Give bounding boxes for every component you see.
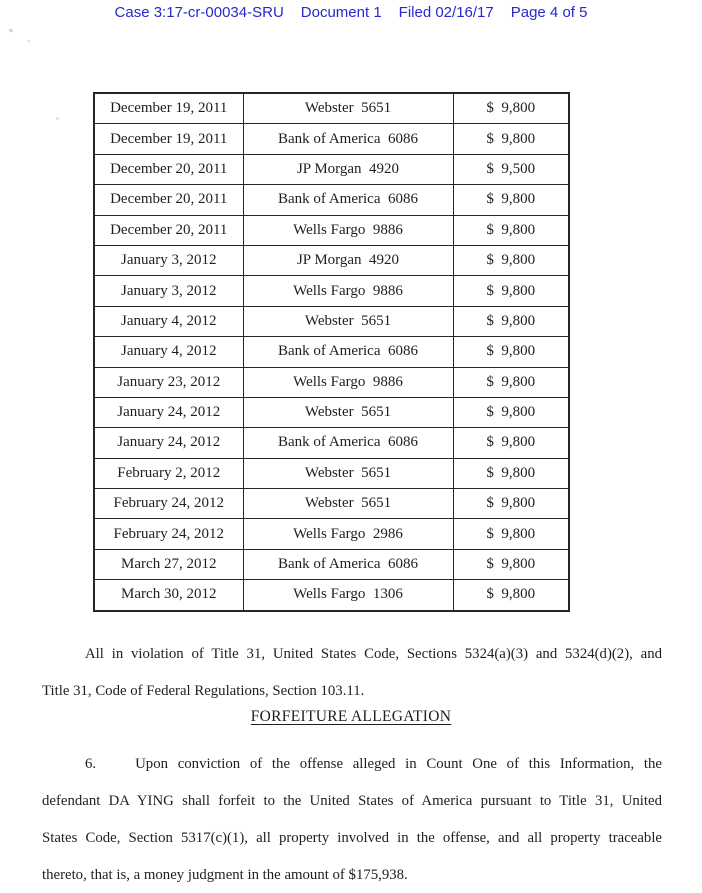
table-row bbox=[94, 124, 569, 154]
bank-cell: Bank of America 6086 bbox=[243, 124, 453, 154]
table-row bbox=[94, 580, 569, 611]
table-row bbox=[94, 185, 569, 215]
date-cell: February 24, 2012 bbox=[94, 489, 243, 519]
scan-artifact bbox=[56, 117, 59, 120]
bank-cell: Webster 5651 bbox=[243, 93, 453, 124]
table-row bbox=[94, 245, 569, 275]
forfeiture-line: thereto, that is, a money judgment in the amount of $175,938. bbox=[42, 867, 408, 883]
date-cell: January 3, 2012 bbox=[94, 276, 243, 306]
date-cell: December 20, 2011 bbox=[94, 154, 243, 184]
bank-cell: Bank of America 6086 bbox=[243, 549, 453, 579]
table-row bbox=[94, 276, 569, 306]
table-row bbox=[94, 154, 569, 184]
table-row bbox=[94, 519, 569, 549]
violation-line: Title 31, Code of Federal Regulations, Section 103.11. bbox=[42, 683, 365, 699]
forfeiture-line: States Code, Section 5317(c)(1), all property involved in the offense, and all property traceable bbox=[42, 830, 662, 846]
case-number: Case 3:17-cr-00034-SRU bbox=[114, 4, 284, 21]
amount-cell: $ 9,800 bbox=[453, 549, 569, 579]
amount-cell: $ 9,800 bbox=[453, 185, 569, 215]
date-cell: January 24, 2012 bbox=[94, 397, 243, 427]
table-row bbox=[94, 93, 569, 124]
table-row bbox=[94, 397, 569, 427]
amount-cell: $ 9,800 bbox=[453, 458, 569, 488]
forfeiture-line bbox=[42, 746, 662, 783]
amount-cell: $ 9,800 bbox=[453, 245, 569, 275]
bank-cell: Wells Fargo 9886 bbox=[243, 367, 453, 397]
bank-cell: Webster 5651 bbox=[243, 397, 453, 427]
date-cell: March 27, 2012 bbox=[94, 549, 243, 579]
date-cell: December 19, 2011 bbox=[94, 93, 243, 124]
bank-cell: Webster 5651 bbox=[243, 306, 453, 336]
forfeiture-line: defendant DA YING shall forfeit to the United States of America pursuant to Title 31, United bbox=[42, 793, 662, 809]
bank-cell: Wells Fargo 9886 bbox=[243, 276, 453, 306]
amount-cell: $ 9,800 bbox=[453, 397, 569, 427]
table-row bbox=[94, 367, 569, 397]
amount-cell: $ 9,800 bbox=[453, 276, 569, 306]
date-cell: December 19, 2011 bbox=[94, 124, 243, 154]
date-cell: February 2, 2012 bbox=[94, 458, 243, 488]
amount-cell: $ 9,800 bbox=[453, 306, 569, 336]
paragraph-number: 6. bbox=[85, 756, 97, 772]
amount-cell: $ 9,500 bbox=[453, 154, 569, 184]
bank-cell: Wells Fargo 9886 bbox=[243, 215, 453, 245]
amount-cell: $ 9,800 bbox=[453, 580, 569, 611]
bank-cell: Wells Fargo 2986 bbox=[243, 519, 453, 549]
page-indicator: Page 4 of 5 bbox=[510, 4, 588, 21]
table-row bbox=[94, 489, 569, 519]
bank-cell: Bank of America 6086 bbox=[243, 185, 453, 215]
forfeiture-line-text: Upon conviction of the offense alleged in Count One of this Information, the bbox=[135, 756, 662, 772]
forfeiture-heading bbox=[0, 708, 702, 726]
filed-date: Filed 02/16/17 bbox=[398, 4, 494, 21]
amount-cell: $ 9,800 bbox=[453, 489, 569, 519]
date-cell: December 20, 2011 bbox=[94, 215, 243, 245]
date-cell: January 4, 2012 bbox=[94, 337, 243, 367]
document-number: Document 1 bbox=[300, 4, 382, 21]
amount-cell: $ 9,800 bbox=[453, 428, 569, 458]
bank-cell: Bank of America 6086 bbox=[243, 337, 453, 367]
case-header-stamp bbox=[0, 4, 702, 21]
bank-cell: Wells Fargo 1306 bbox=[243, 580, 453, 611]
date-cell: March 30, 2012 bbox=[94, 580, 243, 611]
scan-artifact bbox=[27, 40, 30, 42]
table-row bbox=[94, 428, 569, 458]
forfeiture-heading-text: FORFEITURE ALLEGATION bbox=[250, 708, 452, 725]
amount-cell: $ 9,800 bbox=[453, 337, 569, 367]
date-cell: January 4, 2012 bbox=[94, 306, 243, 336]
amount-cell: $ 9,800 bbox=[453, 215, 569, 245]
table-row bbox=[94, 215, 569, 245]
date-cell: January 24, 2012 bbox=[94, 428, 243, 458]
date-cell: February 24, 2012 bbox=[94, 519, 243, 549]
bank-cell: Webster 5651 bbox=[243, 458, 453, 488]
amount-cell: $ 9,800 bbox=[453, 124, 569, 154]
table-row bbox=[94, 549, 569, 579]
bank-cell: Webster 5651 bbox=[243, 489, 453, 519]
amount-cell: $ 9,800 bbox=[453, 367, 569, 397]
scan-artifact bbox=[9, 28, 14, 33]
table-row bbox=[94, 337, 569, 367]
bank-cell: JP Morgan 4920 bbox=[243, 154, 453, 184]
table-row bbox=[94, 458, 569, 488]
date-cell: January 3, 2012 bbox=[94, 245, 243, 275]
amount-cell: $ 9,800 bbox=[453, 93, 569, 124]
date-cell: January 23, 2012 bbox=[94, 367, 243, 397]
violation-line: All in violation of Title 31, United States Code, Sections 5324(a)(3) and 5324(d)(2), and bbox=[85, 646, 662, 662]
forfeiture-paragraph bbox=[42, 746, 662, 893]
bank-cell: JP Morgan 4920 bbox=[243, 245, 453, 275]
violation-paragraph bbox=[42, 636, 662, 710]
date-cell: December 20, 2011 bbox=[94, 185, 243, 215]
bank-cell: Bank of America 6086 bbox=[243, 428, 453, 458]
amount-cell: $ 9,800 bbox=[453, 519, 569, 549]
table-row bbox=[94, 306, 569, 336]
transactions-table bbox=[93, 92, 570, 612]
